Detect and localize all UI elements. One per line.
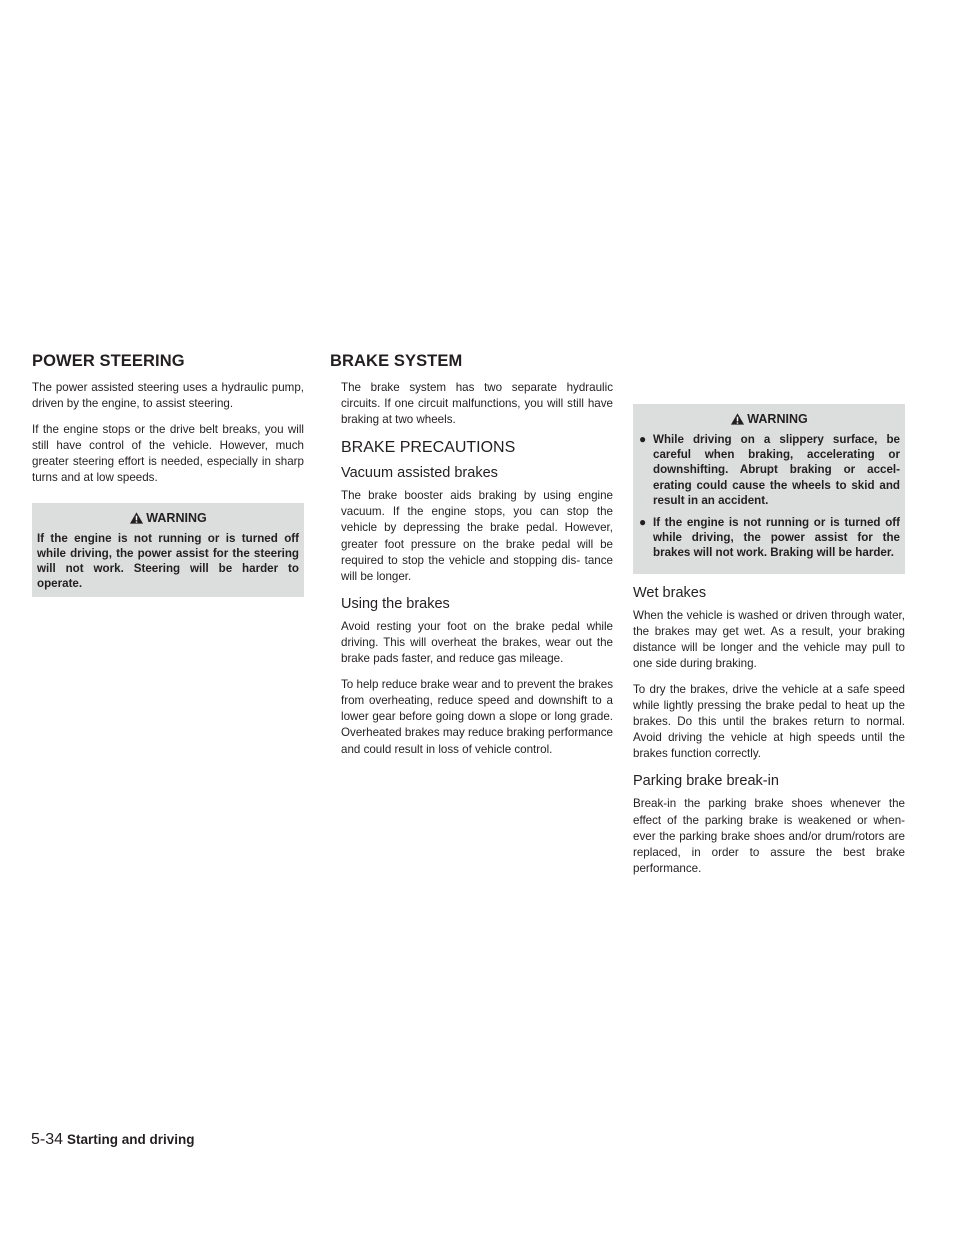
heading-brake-precautions: BRAKE PRECAUTIONS bbox=[341, 439, 516, 457]
warning-list-item bbox=[633, 515, 900, 561]
paragraph: When the vehicle is washed or driven through water, the brakes may get wet. As a result, your braking distance will be longer and the vehicle may pull to one side during braking. bbox=[633, 608, 905, 670]
heading-parking-brake-break-in: Parking brake break-in bbox=[633, 773, 779, 790]
warning-box bbox=[633, 404, 905, 574]
column-power-steering bbox=[32, 380, 304, 607]
column-brake-system bbox=[341, 380, 613, 768]
warning-text: If the engine is not running or is turned off while driving, the power assist for the steering will not work. Steering will be harder to operate. bbox=[37, 531, 299, 591]
warning-header bbox=[32, 503, 304, 531]
paragraph: The brake system has two separate hydraulic circuits. If one circuit malfunctions, you will still have braking at two wheels. bbox=[341, 381, 613, 427]
warning-box bbox=[32, 503, 304, 598]
page-number: 5-34 bbox=[31, 1131, 64, 1148]
page-footer bbox=[31, 1131, 195, 1149]
paragraph: If the engine stops or the drive belt breaks, you will still have control of the vehicle. However, much greater steering effort is needed, especially in sharp turns and at low speeds. bbox=[32, 423, 304, 485]
paragraph: Avoid resting your foot on the brake pedal while driving. This will overheat the brakes, wear out the brake pads faster, and reduce gas mileage. bbox=[341, 619, 613, 666]
warning-triangle-icon bbox=[730, 412, 745, 426]
warning-title: WARNING bbox=[146, 510, 207, 525]
warning-item-text: If the engine is not running or is turned off while driving, the power assist for the brakes will not work. Braking will be harder. bbox=[653, 516, 900, 560]
heading-wet-brakes: Wet brakes bbox=[633, 584, 707, 601]
bullet-icon: ● bbox=[639, 515, 647, 530]
column-brake-continued bbox=[633, 404, 905, 887]
warning-triangle-icon bbox=[129, 511, 144, 525]
paragraph: The brake booster aids braking by using engine vacuum. If the engine stops, you can stop the vehicle by depressing the brake pedal. However, greater foot pressure on the brake pedal will be required to stop the vehicle and stopping dis- tance will be longer. bbox=[341, 489, 613, 583]
warning-list-item bbox=[633, 432, 900, 508]
warning-list bbox=[633, 432, 905, 561]
footer-section-title: Starting and driving bbox=[67, 1132, 195, 1147]
paragraph: Break-in the parking brake shoes whenever the effect of the parking brake is weakened or when- ever the parking brake shoes and/or drum/rotors are replaced, in order to assure the best brake performance. bbox=[633, 797, 905, 875]
warning-title: WARNING bbox=[747, 412, 808, 426]
heading-power-steering: POWER STEERING bbox=[32, 352, 185, 370]
warning-header bbox=[633, 404, 905, 432]
heading-using-the-brakes: Using the brakes bbox=[341, 595, 450, 612]
heading-vacuum-assisted-brakes: Vacuum assisted brakes bbox=[341, 465, 498, 482]
paragraph: To help reduce brake wear and to prevent the brakes from overheating, reduce speed and downshift to a lower gear before going down a slope or long grade. Overheated brakes may reduce braking performance and could result in loss of vehicle control. bbox=[341, 678, 613, 756]
paragraph: The power assisted steering uses a hydraulic pump, driven by the engine, to assist steering. bbox=[32, 381, 304, 411]
warning-item-text: While driving on a slippery surface, be careful when braking, accelerating or downshifting. Abrupt braking or accel- erating could cause the wheels to skid and result in an accident. bbox=[653, 433, 900, 507]
bullet-icon: ● bbox=[639, 432, 647, 446]
heading-brake-system: BRAKE SYSTEM bbox=[330, 352, 463, 370]
paragraph: To dry the brakes, drive the vehicle at a safe speed while lightly pressing the brake pedal to heat up the brakes. Do this until the brakes return to normal. Avoid driving the vehicle at high speeds until the brakes function correctly. bbox=[633, 683, 905, 761]
